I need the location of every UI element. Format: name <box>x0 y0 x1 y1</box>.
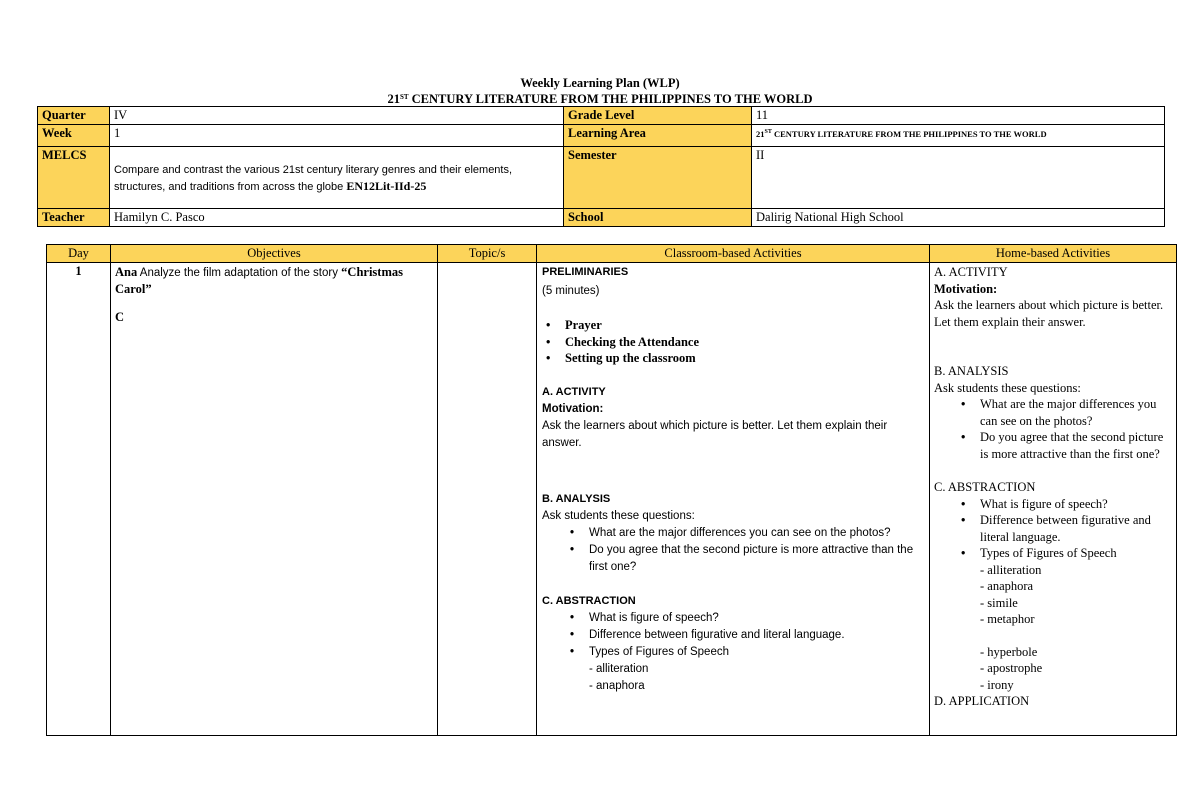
semester-label: Semester <box>564 147 752 209</box>
quarter-label: Quarter <box>38 107 110 125</box>
header-day: Day <box>47 245 111 263</box>
figure-item: - apostrophe <box>980 661 1043 675</box>
figure-item: - metaphor <box>980 612 1035 626</box>
figure-item: - alliteration <box>980 562 1042 577</box>
melcs-value: Compare and contrast the various 21st century literary genres and their elements, structures, and traditions from across the globe EN12Lit-IId-25 <box>110 147 564 209</box>
home-abstraction-item: • Difference between figurative and literal language. <box>980 512 1172 545</box>
classroom-abstraction-item: • Types of Figures of Speech <box>589 644 925 661</box>
figure-item: - irony <box>980 677 1014 692</box>
topics-cell <box>438 263 537 736</box>
document-title: Weekly Learning Plan (WLP) <box>520 76 680 90</box>
objectives-cell: Ana Analyze the film adaptation of the story “Christmas Carol” C <box>111 263 438 736</box>
grade-label: Grade Level <box>564 107 752 125</box>
prelim-item: • Prayer <box>565 317 925 334</box>
home-abstraction-item: • Types of Figures of Speech <box>980 545 1172 562</box>
classroom-abstraction-item: • Difference between figurative and literal language. <box>589 627 925 644</box>
grade-value: 11 <box>752 107 1165 125</box>
classroom-analysis-item: • What are the major differences you can see on the photos? <box>589 525 925 542</box>
info-table <box>37 106 1165 227</box>
application-heading: D. APPLICATION <box>934 694 1030 708</box>
classroom-analysis-item: • Do you agree that the second picture is more attractive than the first one? <box>589 542 925 576</box>
prelim-item: • Setting up the classroom <box>565 350 925 367</box>
objective-extra: C <box>115 310 125 324</box>
home-analysis-item: • What are the major differences you can see on the photos? <box>980 396 1172 429</box>
document-subtitle: 21ST CENTURY LITERATURE FROM THE PHILIPPINES TO THE WORLD <box>387 92 813 106</box>
home-abstraction-item: • What is figure of speech? <box>980 496 1172 513</box>
figure-item: - hyperbole <box>980 644 1038 659</box>
teacher-label: Teacher <box>38 209 110 227</box>
plan-table <box>46 244 1177 736</box>
classroom-abstraction-item: • What is figure of speech? <box>589 610 925 627</box>
prelim-item: • Checking the Attendance <box>565 334 925 351</box>
home-cell: A. ACTIVITY Motivation: Ask the learners about which picture is better. Let them explain their answer. B. ANALYSIS Ask students these questions: • What are the major differences you can see on the photos? • Do you agree that the second picture is more attractive than the first one? C. ABSTRACTION • What is figure of speech? • Difference between figurative and literal language. • Types of Figures of Speech - alliteration - anaphora - simile - metaphor - hyperbole - apostrophe - irony D. APPLICATION <box>930 263 1177 736</box>
learning-area-label: Learning Area <box>564 125 752 147</box>
day-cell: 1 <box>47 263 111 736</box>
header-objectives: Objectives <box>111 245 438 263</box>
figure-item: - anaphora <box>980 579 1034 593</box>
figure-item: - alliteration <box>589 662 649 675</box>
school-label: School <box>564 209 752 227</box>
learning-area-value: 21ST CENTURY LITERATURE FROM THE PHILIPPINES TO THE WORLD <box>752 125 1165 147</box>
semester-value: II <box>752 147 1165 209</box>
figure-item: - anaphora <box>589 679 645 692</box>
melcs-label: MELCS <box>38 147 110 209</box>
header-topics: Topic/s <box>438 245 537 263</box>
header-classroom-activities: Classroom-based Activities <box>537 245 930 263</box>
classroom-cell: PRELIMINARIES (5 minutes) • Prayer • Checking the Attendance • Setting up the classroom A. ACTIVITY Motivation: Ask the learners about which picture is better. Let them explain their answer. B. ANALYSIS Ask students these questions: • What are the major differences you can see on the photos? • Do you agree that the second picture is more attractive than the first one? C. ABSTRACTION • What is figure of speech? • Difference between figurative and literal language. • Types of Figures of Speech - alliteration - anaphora <box>537 263 930 736</box>
week-label: Week <box>38 125 110 147</box>
teacher-value: Hamilyn C. Pasco <box>110 209 564 227</box>
week-value: 1 <box>110 125 564 147</box>
header-home-activities: Home-based Activities <box>930 245 1177 263</box>
quarter-value: IV <box>110 107 564 125</box>
school-value: Dalirig National High School <box>752 209 1165 227</box>
home-analysis-item: • Do you agree that the second picture is more attractive than the first one? <box>980 429 1172 462</box>
figure-item: - simile <box>980 595 1018 610</box>
